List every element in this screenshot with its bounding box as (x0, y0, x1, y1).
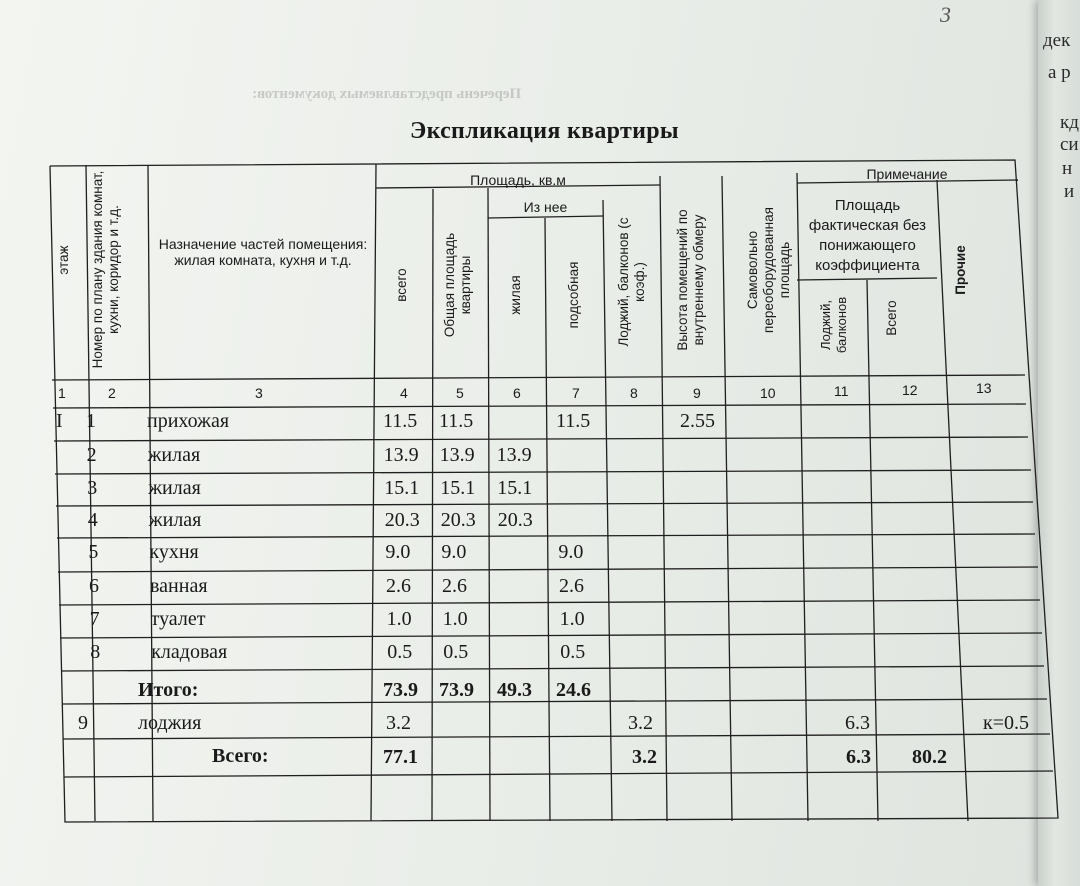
grand-total-total: 77.1 (383, 746, 418, 768)
row-total: 1.0 (386, 608, 412, 630)
header-loggia-balcony: Лоджий, балконов (818, 296, 849, 354)
row-apartment-area: 0.5 (443, 641, 469, 663)
row-total: 11.5 (383, 410, 418, 432)
row-name: жилая (147, 444, 201, 466)
row-name: кладовая (151, 641, 228, 663)
row-name: прихожая (147, 410, 230, 432)
subtotal-label: Итого: (138, 679, 199, 701)
row-number: 4 (87, 509, 98, 531)
header-height: Высота помещений по внутреннему обмеру (675, 209, 706, 351)
edge-fragment: дек (1043, 30, 1071, 51)
edge-fragment: си (1060, 134, 1079, 155)
column-number: 5 (456, 385, 464, 401)
header-all: Всего (884, 300, 899, 336)
row-number: 1 (86, 410, 96, 432)
row-number: 7 (89, 608, 100, 630)
column-number: 7 (572, 385, 580, 401)
row-apartment-area: 20.3 (440, 509, 476, 531)
row-height: 2.55 (680, 410, 715, 432)
row-total: 15.1 (384, 477, 420, 499)
column-number: 11 (834, 383, 849, 399)
show-through-heading: Перечень представляемых документов: (252, 86, 522, 102)
row-number: 8 (90, 641, 101, 663)
row-name: ванная (150, 575, 208, 597)
subtotal-total: 73.9 (383, 679, 418, 701)
header-living: жилая (508, 275, 523, 315)
row-total: 13.9 (383, 444, 419, 466)
edge-fragment: а р (1048, 62, 1071, 83)
row-living: 15.1 (497, 477, 533, 499)
row-auxiliary: 9.0 (558, 541, 584, 563)
grand-total-actual-all: 80.2 (912, 746, 947, 768)
column-number: 8 (630, 385, 638, 401)
loggia-row-loggia: 3.2 (628, 712, 653, 734)
header-room-number: Номер по плану здания комнат, кухни, коридор и т.д. (90, 170, 121, 369)
row-total: 2.6 (386, 575, 411, 597)
row-total: 9.0 (385, 541, 411, 563)
header-self-reequipped: Самовольно переоборудованная площадь (745, 207, 792, 333)
row-living: 13.9 (496, 444, 532, 466)
row-auxiliary: 11.5 (556, 410, 591, 432)
subtotal-living: 49.3 (497, 679, 532, 701)
header-of-which: Из нее (523, 199, 568, 215)
row-total: 20.3 (384, 509, 420, 531)
loggia-row-total: 3.2 (386, 712, 411, 734)
grand-total-label: Всего: (212, 745, 269, 767)
row-total: 0.5 (387, 641, 413, 663)
row-number: 5 (88, 541, 99, 563)
row-apartment-area: 15.1 (440, 477, 476, 499)
column-number: 12 (902, 382, 918, 398)
column-number: 4 (400, 385, 408, 401)
loggia-row-name: лоджия (138, 712, 202, 734)
header-apartment-area: Общая площадь квартиры (442, 232, 473, 338)
row-number: 2 (86, 444, 97, 466)
column-number: 13 (976, 380, 992, 396)
column-number: 6 (513, 385, 521, 401)
header-total: всего (394, 268, 409, 302)
row-apartment-area: 13.9 (439, 444, 475, 466)
row-apartment-area: 2.6 (442, 575, 467, 597)
page-number-mark: 3 (940, 2, 951, 27)
page-title: Экспликация квартиры (410, 118, 679, 144)
row-apartment-area: 9.0 (441, 541, 467, 563)
grand-total-loggia: 3.2 (632, 746, 657, 768)
header-purpose: Назначение частей помещения: жилая комната, кухня и т.д. (158, 236, 368, 268)
header-floor: этаж (56, 245, 71, 275)
header-notes: Примечание (866, 166, 948, 182)
edge-fragment: н (1062, 158, 1073, 179)
header-area-group: Площадь, кв.м (470, 172, 566, 188)
header-other: Прочие (953, 245, 968, 295)
subtotal-auxiliary: 24.6 (556, 679, 591, 701)
column-number: 1 (58, 385, 66, 401)
row-name: жилая (148, 509, 202, 531)
row-name: кухня (149, 541, 199, 563)
row-auxiliary: 1.0 (559, 608, 585, 630)
column-number: 9 (693, 385, 701, 401)
row-living: 20.3 (497, 509, 533, 531)
column-number: 3 (255, 385, 263, 401)
row-name: жилая (148, 477, 201, 499)
loggia-row-note: к=0.5 (983, 712, 1029, 734)
row-floor: I (56, 410, 63, 432)
header-loggia: Лоджий, балконов (с коэф.) (616, 217, 647, 347)
header-actual-area: Площадь фактическая без понижающего коэффициента (808, 197, 927, 274)
loggia-row-number: 9 (78, 712, 88, 734)
edge-fragment: кд (1060, 112, 1079, 133)
row-number: 3 (87, 477, 98, 499)
row-apartment-area: 1.0 (442, 608, 468, 630)
loggia-row-actual-loggia: 6.3 (845, 712, 870, 734)
column-number: 10 (760, 385, 776, 401)
grand-total-actual-loggia: 6.3 (846, 746, 871, 768)
header-auxiliary: подсобная (566, 261, 581, 329)
row-auxiliary: 0.5 (560, 641, 586, 663)
row-name: туалет (150, 608, 206, 630)
column-number: 2 (108, 385, 116, 401)
edge-fragment: и (1064, 181, 1075, 202)
subtotal-apartment-area: 73.9 (439, 679, 474, 701)
row-auxiliary: 2.6 (559, 575, 584, 597)
row-apartment-area: 11.5 (439, 410, 474, 432)
row-number: 6 (89, 575, 99, 597)
